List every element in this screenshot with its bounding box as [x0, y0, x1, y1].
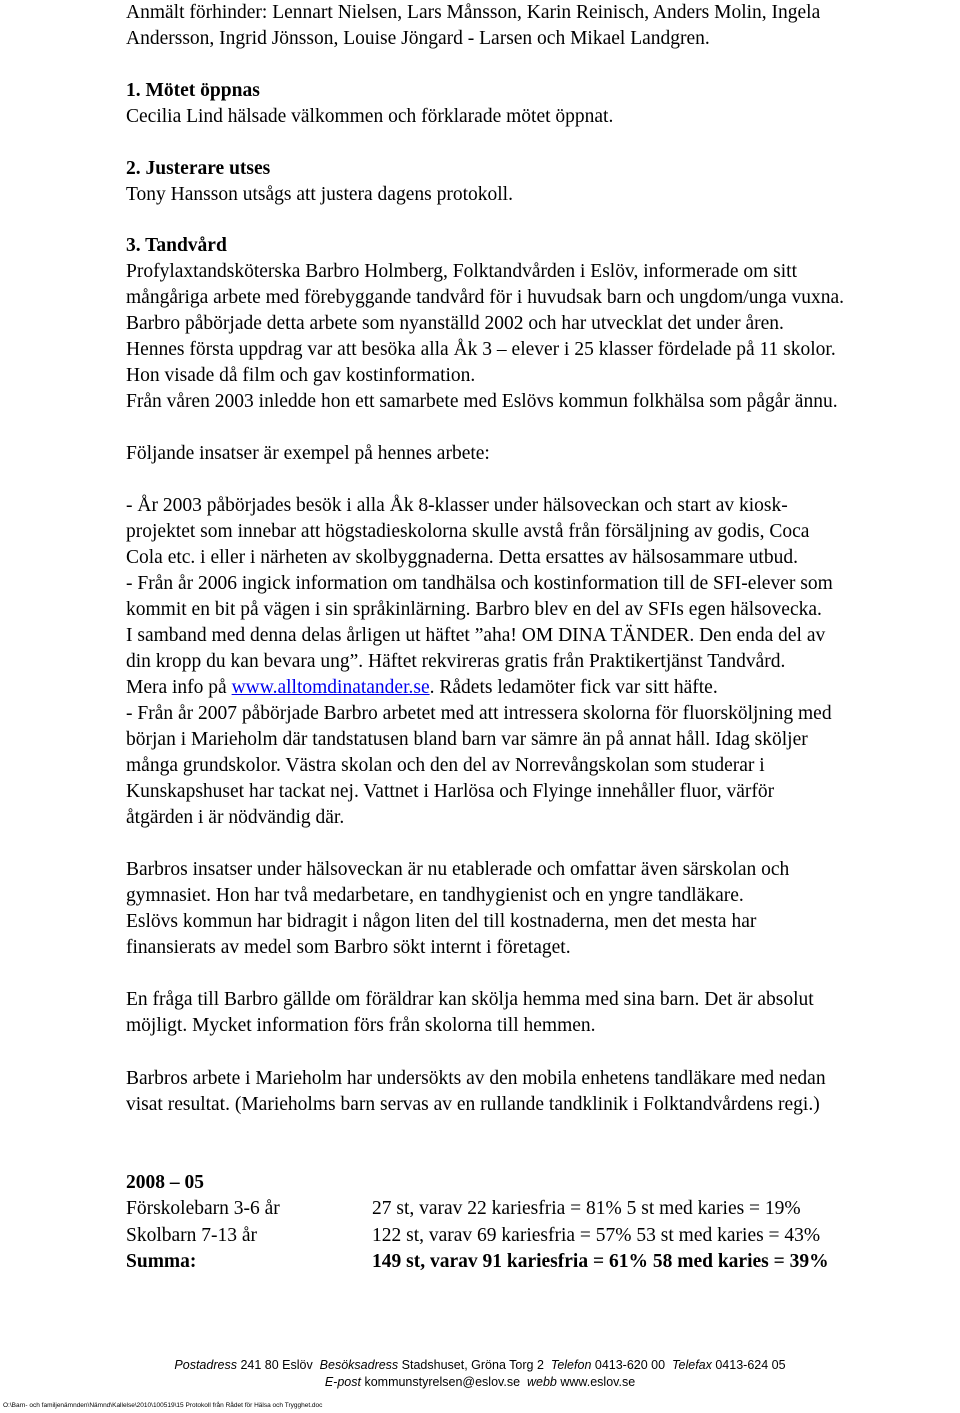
mera-info-line	[126, 675, 718, 701]
para3-line: En fråga till Barbro gällde om föräldrar kan skölja hemma med sina barn. Det är absolut	[126, 989, 814, 1010]
mera-info-suffix: . Rådets ledamöter fick var sitt häfte.	[429, 677, 718, 698]
besok-label: Besöksadress	[319, 1358, 399, 1372]
telefon-label: Telefon	[550, 1358, 592, 1372]
para2-line: finansierats av medel som Barbro sökt internt i företaget.	[126, 937, 571, 958]
absent-line-1: Anmält förhinder: Lennart Nielsen, Lars Månsson, Karin Reinisch, Anders Molin, Ingela	[126, 2, 821, 23]
page-footer	[0, 1357, 960, 1391]
example-line: kommit en bit på vägen i sin språkinlärning. Barbro blev en del av SFIs egen hälsovecka.	[126, 599, 822, 620]
example-line: projektet som innebar att högstadieskolorna skulle avstå från försäljning av godis, Coca	[126, 521, 810, 542]
section-1-text: Cecilia Lind hälsade välkommen och förklarade mötet öppnat.	[126, 106, 614, 127]
webb: www.eslov.se	[560, 1375, 636, 1389]
section-1-heading: 1. Mötet öppnas	[126, 80, 260, 101]
mera-info-prefix: Mera info på	[126, 677, 232, 698]
tandvard-line: Profylaxtandsköterska Barbro Holmberg, Folktandvården i Eslöv, informerade om sitt	[126, 261, 797, 282]
postadress: 241 80 Eslöv	[240, 1358, 313, 1372]
postadress-label: Postadress	[174, 1358, 237, 1372]
para2-line: gymnasiet. Hon har två medarbetare, en tandhygienist och en yngre tandläkare.	[126, 885, 744, 906]
tandvard-line: mångåriga arbete med förebyggande tandvård för i huvudsak barn och ungdom/unga vuxna.	[126, 287, 845, 308]
example-line: din kropp du kan bevara ung”. Häftet rekvireras gratis från Praktikertjänst Tandvård.	[126, 651, 786, 672]
telefax: 0413-624 05	[715, 1358, 786, 1372]
para4-line: visat resultat. (Marieholms barn servas av en rullande tandklinik i Folktandvårdens regi.)	[126, 1094, 820, 1115]
para2-line: Barbros insatser under hälsoveckan är nu etablerade och omfattar även särskolan och	[126, 859, 790, 880]
section-3-heading: 3. Tandvård	[126, 235, 227, 256]
example-line: - År 2003 påbörjades besök i alla Åk 8-klasser under hälsoveckan och start av kiosk-	[126, 495, 788, 516]
webb-label: webb	[526, 1375, 557, 1389]
besok: Stadshuset, Gröna Torg 2	[401, 1358, 544, 1372]
telefon: 0413-620 00	[594, 1358, 666, 1372]
example-line: många grundskolor. Västra skolan och den del av Norrevångskolan som studerar i	[126, 755, 765, 776]
para2-line: Eslövs kommun har bidragit i någon liten del till kostnaderna, men det mesta har	[126, 911, 757, 932]
footer-line-1	[0, 1357, 960, 1374]
footer-line-2	[0, 1374, 960, 1391]
example-line: åtgärden i är nödvändig där.	[126, 807, 345, 828]
row-label: Förskolebarn 3-6 år	[126, 1198, 280, 1219]
para4-line: Barbros arbete i Marieholm har undersökts av den mobila enhetens tandläkare med nedan	[126, 1068, 826, 1089]
para3-line: möjligt. Mycket information förs från skolorna till hemmen.	[126, 1015, 596, 1036]
example-line: Kunskapshuset har tackat nej. Vattnet i Harlösa och Flyinge innehåller fluor, värför	[126, 781, 775, 802]
epost-label: E-post	[324, 1375, 361, 1389]
example-line: I samband med denna delas årligen ut häftet ”aha! OM DINA TÄNDER. Den enda del av	[126, 625, 826, 646]
section-2-heading: 2. Justerare utses	[126, 158, 271, 179]
alltomdinatander-link[interactable]: www.alltomdinatander.se	[231, 677, 430, 698]
row-value: 149 st, varav 91 kariesfria = 61% 58 med karies = 39%	[372, 1251, 829, 1272]
example-line: - Från år 2006 ingick information om tandhälsa och kostinformation till de SFI-elever som	[126, 573, 833, 594]
tandvard-line: Barbro påbörjade detta arbete som nyanställd 2002 och har utvecklat det under åren.	[126, 313, 784, 334]
tandvard-line: Hennes första uppdrag var att besöka alla Åk 3 – elever i 25 klasser fördelade på 11 skolor.	[126, 339, 836, 360]
row-label: Skolbarn 7-13 år	[126, 1224, 258, 1246]
examples-intro: Följande insatser är exempel på hennes arbete:	[126, 443, 490, 464]
telefax-label: Telefax	[672, 1358, 712, 1372]
section-2-text: Tony Hansson utsågs att justera dagens protokoll.	[126, 184, 513, 205]
tandvard-line: Hon visade då film och gav kostinformation.	[126, 365, 476, 386]
epost: kommunstyrelsen@eslov.se	[364, 1375, 521, 1389]
results-heading: 2008 – 05	[126, 1172, 204, 1193]
row-value: 122 st, varav 69 kariesfria = 57% 53 st med karies = 43%	[372, 1224, 821, 1246]
example-line: början i Marieholm där tandstatusen bland barn var sämre än på annat håll. Idag sköljer	[126, 729, 808, 750]
row-label: Summa:	[126, 1251, 197, 1272]
tandvard-line: Från våren 2003 inledde hon ett samarbete med Eslövs kommun folkhälsa som pågår ännu.	[126, 391, 838, 412]
example-line: Cola etc. i eller i närheten av skolbyggnaderna. Detta ersattes av hälsosammare utbud.	[126, 547, 798, 568]
example-line: - Från år 2007 påbörjade Barbro arbetet med att intressera skolorna för fluorsköljning med	[126, 703, 832, 724]
file-path: O:\Barn- och familjenämnden\Nämnd\Kallelse\2010\100519\15 Protokoll från Rådet för Hälsa och Trygghet.doc	[3, 1402, 323, 1409]
row-value: 27 st, varav 22 kariesfria = 81% 5 st med karies = 19%	[372, 1198, 801, 1219]
absent-line-2: Andersson, Ingrid Jönsson, Louise Jöngard - Larsen och Mikael Landgren.	[126, 28, 710, 49]
